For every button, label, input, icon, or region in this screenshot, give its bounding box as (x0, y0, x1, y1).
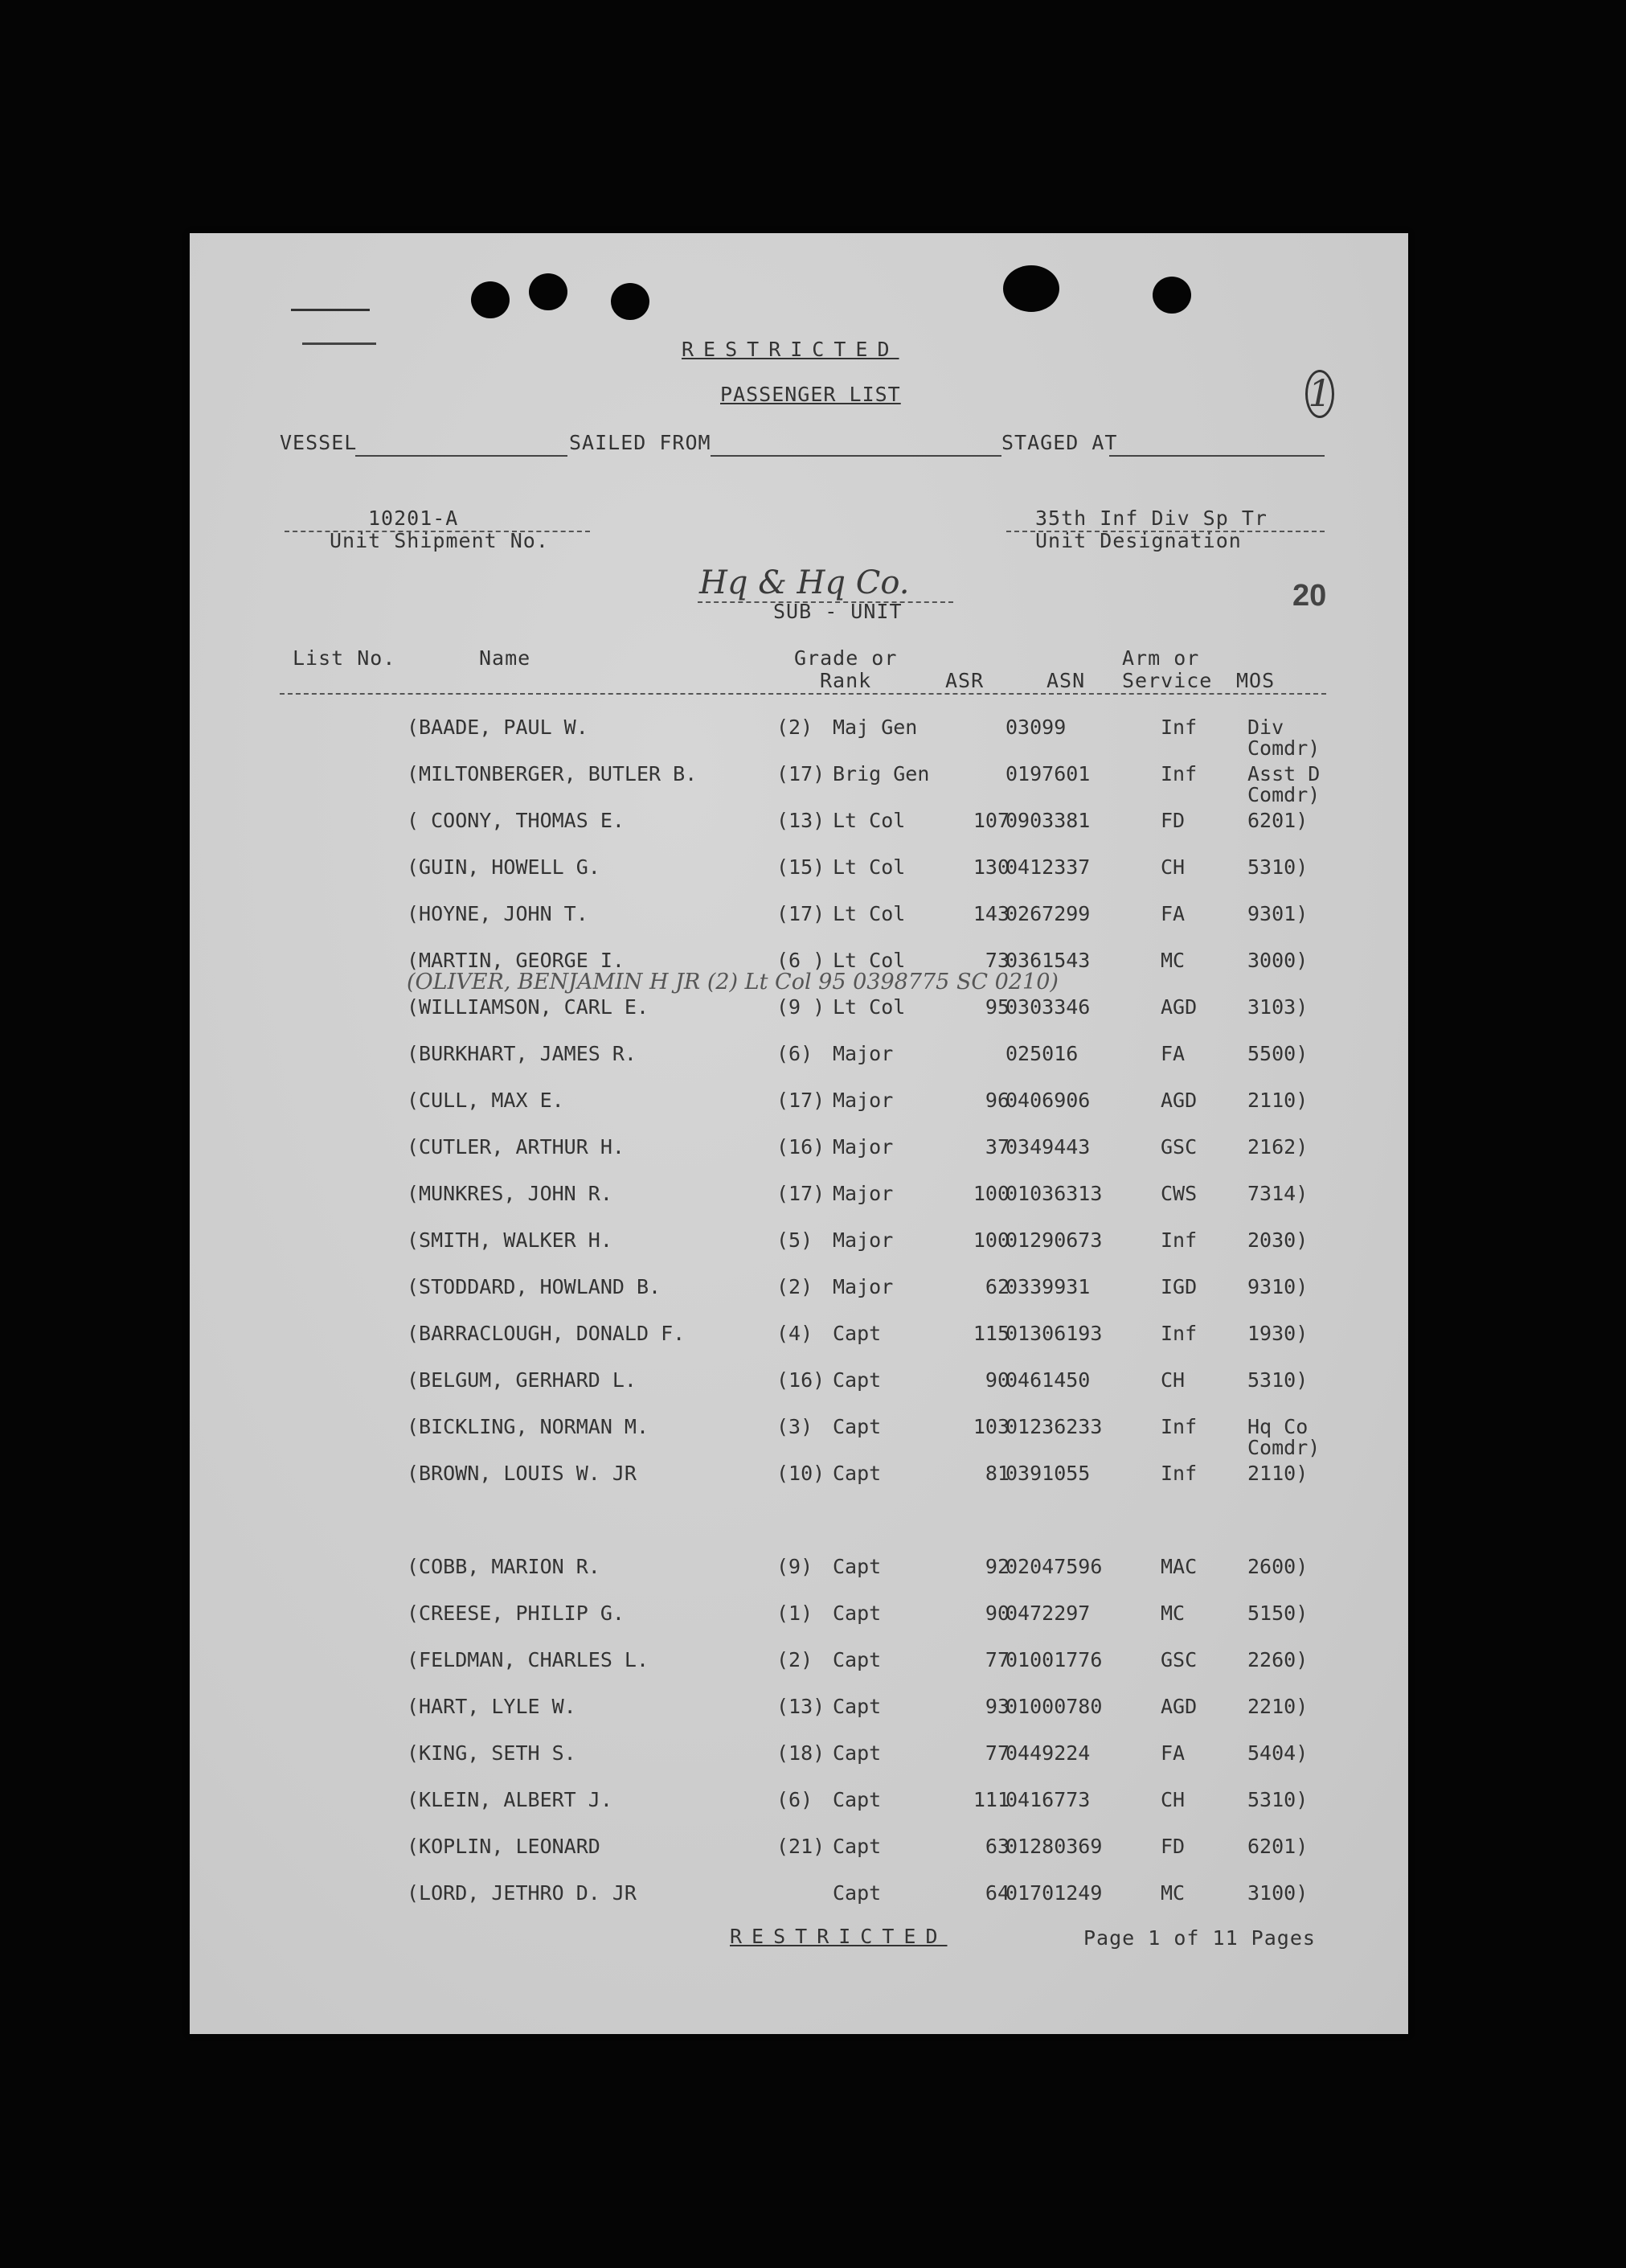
col-grade: Grade or (794, 646, 898, 670)
passenger-rank: Capt (833, 1462, 882, 1485)
passenger-asr: 103 (973, 1415, 1010, 1438)
passenger-asn: 0412337 (1005, 855, 1091, 879)
sailed-from-label: SAILED FROM (569, 431, 711, 454)
passenger-arm: Inf (1161, 1322, 1198, 1345)
passenger-asr: 73 (985, 949, 1010, 972)
passenger-mos: Asst D (1247, 762, 1321, 785)
passenger-name: (BAADE, PAUL W. (407, 716, 588, 739)
passenger-asr: 107 (973, 809, 1010, 832)
table-row (190, 1881, 1408, 1913)
restricted-footer: RESTRICTED (730, 1925, 948, 1948)
table-row (190, 1788, 1408, 1820)
passenger-mos: 2260) (1247, 1648, 1309, 1671)
passenger-mos: 3103) (1247, 995, 1309, 1019)
passenger-name: (GUIN, HOWELL G. (407, 855, 600, 879)
passenger-asn: 0449224 (1005, 1741, 1091, 1765)
passenger-mos: 5404) (1247, 1741, 1309, 1765)
passenger-mos-line2: Comdr) (1247, 783, 1321, 806)
passenger-mos: 9301) (1247, 902, 1309, 925)
passenger-name: (WILLIAMSON, CARL E. (407, 995, 649, 1019)
col-name: Name (479, 646, 531, 670)
passenger-rank: Lt Col (833, 995, 906, 1019)
table-row (190, 1602, 1408, 1634)
passenger-mos: 2110) (1247, 1089, 1309, 1112)
passenger-mos: 2210) (1247, 1695, 1309, 1718)
passenger-asr: 96 (985, 1089, 1010, 1112)
passenger-arm: CH (1161, 1788, 1186, 1811)
col-asn: ASN (1046, 669, 1086, 692)
passenger-name: (STODDARD, HOWLAND B. (407, 1275, 661, 1298)
passenger-mos: Hq Co (1247, 1415, 1309, 1438)
passenger-name: (BELGUM, GERHARD L. (407, 1368, 637, 1392)
passenger-arm: GSC (1161, 1648, 1198, 1671)
passenger-arm: Inf (1161, 1228, 1198, 1252)
passenger-asn: 01701249 (1005, 1881, 1103, 1905)
passenger-asn: 0339931 (1005, 1275, 1091, 1298)
page-number-mark: 1 (1305, 370, 1334, 418)
passenger-rank: Capt (833, 1835, 882, 1858)
table-row (190, 855, 1408, 888)
table-row (190, 1415, 1408, 1459)
passenger-arm: FA (1161, 1042, 1186, 1065)
table-row (190, 1275, 1408, 1307)
passenger-rank: Capt (833, 1415, 882, 1438)
passenger-mos: 5310) (1247, 1368, 1309, 1392)
passenger-asn: 0903381 (1005, 809, 1091, 832)
table-row (190, 1089, 1408, 1121)
passenger-asr: 95 (985, 995, 1010, 1019)
table-row (190, 1042, 1408, 1074)
passenger-arm: CWS (1161, 1182, 1198, 1205)
table-row (190, 1835, 1408, 1867)
passenger-asr: 81 (985, 1462, 1010, 1485)
passenger-name: (MARTIN, GEORGE I. (407, 949, 625, 972)
passenger-arm: CH (1161, 1368, 1186, 1392)
passenger-mos: 3100) (1247, 1881, 1309, 1905)
passenger-mos-line2: Comdr) (1247, 736, 1321, 760)
passenger-asr: 100 (973, 1228, 1010, 1252)
passenger-rank: Lt Col (833, 902, 906, 925)
passenger-rank: Maj Gen (833, 716, 918, 739)
passenger-asr: 111 (973, 1788, 1010, 1811)
passenger-sr: (17) (776, 902, 825, 925)
passenger-arm: MAC (1161, 1555, 1198, 1578)
passenger-name: (CUTLER, ARTHUR H. (407, 1135, 625, 1159)
passenger-asn: 01280369 (1005, 1835, 1103, 1858)
passenger-sr: (9 ) (776, 995, 825, 1019)
sub-unit-handwritten: Hq & Hq Co. (699, 564, 910, 601)
passenger-rank: Major (833, 1135, 894, 1159)
passenger-sr: (4) (776, 1322, 813, 1345)
passenger-asr: 62 (985, 1275, 1010, 1298)
passenger-asn: 0406906 (1005, 1089, 1091, 1112)
table-row (190, 1555, 1408, 1587)
staged-at-field (1109, 455, 1325, 457)
passenger-rank: Capt (833, 1695, 882, 1718)
table-row (190, 1182, 1408, 1214)
passenger-rank: Capt (833, 1555, 882, 1578)
passenger-name: ( COONY, THOMAS E. (407, 809, 625, 832)
unit-designation-label: Unit Designation (1035, 529, 1242, 552)
passenger-arm: MC (1161, 1881, 1186, 1905)
passenger-rank: Lt Col (833, 809, 906, 832)
passenger-mos: 5150) (1247, 1602, 1309, 1625)
passenger-sr: (17) (776, 1089, 825, 1112)
passenger-name: (BURKHART, JAMES R. (407, 1042, 637, 1065)
passenger-name: (MILTONBERGER, BUTLER B. (407, 762, 698, 785)
passenger-asn: 0361543 (1005, 949, 1091, 972)
punch-hole (1153, 277, 1191, 314)
passenger-sr: (10) (776, 1462, 825, 1485)
passenger-sr: (17) (776, 1182, 825, 1205)
passenger-rank: Major (833, 1275, 894, 1298)
passenger-name: (HART, LYLE W. (407, 1695, 576, 1718)
header-rule (280, 693, 1326, 695)
table-row (190, 995, 1408, 1027)
passenger-sr: (9) (776, 1555, 813, 1578)
passenger-mos: 2162) (1247, 1135, 1309, 1159)
passenger-name: (LORD, JETHRO D. JR (407, 1881, 637, 1905)
document-title: PASSENGER LIST (720, 383, 901, 406)
passenger-asn: 01036313 (1005, 1182, 1103, 1205)
passenger-rank: Brig Gen (833, 762, 930, 785)
restricted-heading: RESTRICTED (682, 338, 899, 361)
col-list-no: List No. (293, 646, 396, 670)
table-row (190, 1462, 1408, 1494)
passenger-sr: (6 ) (776, 949, 825, 972)
passenger-mos: 2600) (1247, 1555, 1309, 1578)
passenger-mos: 6201) (1247, 1835, 1309, 1858)
document-sheet (190, 233, 1408, 2034)
punch-hole (471, 281, 510, 318)
passenger-name: (KING, SETH S. (407, 1741, 576, 1765)
table-row (190, 1695, 1408, 1727)
staged-at-label: STAGED AT (1001, 431, 1118, 454)
punch-hole (1003, 265, 1059, 312)
table-row (190, 1368, 1408, 1401)
passenger-mos: 2110) (1247, 1462, 1309, 1485)
passenger-sr: (2) (776, 716, 813, 739)
passenger-asn: 03099 (1005, 716, 1067, 739)
passenger-asr: 77 (985, 1648, 1010, 1671)
passenger-asr: 93 (985, 1695, 1010, 1718)
passenger-sr: (13) (776, 809, 825, 832)
passenger-arm: Inf (1161, 762, 1198, 785)
passenger-rank: Capt (833, 1602, 882, 1625)
passenger-name: (KOPLIN, LEONARD (407, 1835, 600, 1858)
page-info: Page 1 of 11 Pages (1083, 1926, 1316, 1950)
passenger-rank: Lt Col (833, 855, 906, 879)
passenger-arm: AGD (1161, 1089, 1198, 1112)
passenger-arm: FA (1161, 902, 1186, 925)
passenger-arm: Inf (1161, 716, 1198, 739)
passenger-name: (FELDMAN, CHARLES L. (407, 1648, 649, 1671)
passenger-asr: 143 (973, 902, 1010, 925)
passenger-rank: Major (833, 1228, 894, 1252)
passenger-asr: 37 (985, 1135, 1010, 1159)
handwritten-entry: (OLIVER, BENJAMIN H JR (2) Lt Col 95 0398775 SC 0210) (407, 970, 1059, 995)
col-rank: Rank (820, 669, 872, 692)
passenger-asn: 0391055 (1005, 1462, 1091, 1485)
passenger-rank: Capt (833, 1741, 882, 1765)
passenger-mos: 9310) (1247, 1275, 1309, 1298)
passenger-asn: 01306193 (1005, 1322, 1103, 1345)
passenger-rank: Major (833, 1042, 894, 1065)
passenger-asn: 0197601 (1005, 762, 1091, 785)
unit-shipment-no: 10201-A (368, 507, 459, 530)
passenger-mos: 5310) (1247, 1788, 1309, 1811)
passenger-rank: Major (833, 1089, 894, 1112)
passenger-mos: 3000) (1247, 949, 1309, 972)
passenger-arm: AGD (1161, 995, 1198, 1019)
sub-unit-label: SUB - UNIT (773, 600, 903, 623)
passenger-sr: (6) (776, 1042, 813, 1065)
passenger-asr: 130 (973, 855, 1010, 879)
passenger-rank: Capt (833, 1322, 882, 1345)
passenger-rank: Capt (833, 1881, 882, 1905)
passenger-mos: 5310) (1247, 855, 1309, 879)
passenger-mos-line2: Comdr) (1247, 1436, 1321, 1459)
vessel-field (355, 455, 567, 457)
passenger-arm: FD (1161, 1835, 1186, 1858)
passenger-asn: 01236233 (1005, 1415, 1103, 1438)
table-row (190, 809, 1408, 841)
table-row (190, 762, 1408, 806)
passenger-mos: 6201) (1247, 809, 1309, 832)
punch-hole (611, 283, 649, 320)
passenger-name: (BROWN, LOUIS W. JR (407, 1462, 637, 1485)
passenger-asr: 92 (985, 1555, 1010, 1578)
passenger-arm: FA (1161, 1741, 1186, 1765)
col-service: Service (1122, 669, 1213, 692)
passenger-sr: (1) (776, 1602, 813, 1625)
passenger-asr: 90 (985, 1368, 1010, 1392)
passenger-arm: MC (1161, 949, 1186, 972)
passenger-sr: (2) (776, 1648, 813, 1671)
passenger-asr: 90 (985, 1602, 1010, 1625)
passenger-asn: 025016 (1005, 1042, 1079, 1065)
passenger-mos: 2030) (1247, 1228, 1309, 1252)
table-row (190, 1322, 1408, 1354)
passenger-arm: IGD (1161, 1275, 1198, 1298)
passenger-rank: Major (833, 1182, 894, 1205)
passenger-rank: Capt (833, 1788, 882, 1811)
passenger-sr: (2) (776, 1275, 813, 1298)
passenger-rank: Capt (833, 1648, 882, 1671)
table-row (190, 716, 1408, 760)
passenger-name: (CREESE, PHILIP G. (407, 1602, 625, 1625)
col-arm: Arm or (1122, 646, 1200, 670)
unit-designation: 35th Inf Div Sp Tr (1035, 507, 1268, 530)
passenger-arm: AGD (1161, 1695, 1198, 1718)
passenger-name: (BARRACLOUGH, DONALD F. (407, 1322, 686, 1345)
passenger-name: (CULL, MAX E. (407, 1089, 564, 1112)
unit-shipment-label: Unit Shipment No. (330, 529, 549, 552)
table-row (190, 1135, 1408, 1167)
passenger-asn: 01001776 (1005, 1648, 1103, 1671)
passenger-mos: 7314) (1247, 1182, 1309, 1205)
table-row (190, 1228, 1408, 1261)
passenger-arm: Inf (1161, 1462, 1198, 1485)
passenger-asn: 0349443 (1005, 1135, 1091, 1159)
passenger-mos: Div (1247, 716, 1284, 739)
passenger-sr: (15) (776, 855, 825, 879)
table-row (190, 1648, 1408, 1680)
passenger-asr: 64 (985, 1881, 1010, 1905)
passenger-name: (COBB, MARION R. (407, 1555, 600, 1578)
passenger-name: (MUNKRES, JOHN R. (407, 1182, 612, 1205)
passenger-asr: 77 (985, 1741, 1010, 1765)
vessel-label: VESSEL (280, 431, 358, 454)
passenger-asr: 63 (985, 1835, 1010, 1858)
passenger-mos: 1930) (1247, 1322, 1309, 1345)
passenger-asn: 02047596 (1005, 1555, 1103, 1578)
passenger-arm: FD (1161, 809, 1186, 832)
table-row (190, 902, 1408, 934)
passenger-asn: 0416773 (1005, 1788, 1091, 1811)
passenger-asn: 01000780 (1005, 1695, 1103, 1718)
personnel-count: 20 (1292, 579, 1327, 613)
passenger-rank: Capt (833, 1368, 882, 1392)
passenger-arm: GSC (1161, 1135, 1198, 1159)
passenger-arm: Inf (1161, 1415, 1198, 1438)
punch-hole (529, 273, 567, 310)
passenger-sr: (6) (776, 1788, 813, 1811)
passenger-rank: Lt Col (833, 949, 906, 972)
stray-mark (291, 309, 370, 311)
passenger-asr: 100 (973, 1182, 1010, 1205)
passenger-sr: (17) (776, 762, 825, 785)
col-mos: MOS (1236, 669, 1276, 692)
passenger-sr: (3) (776, 1415, 813, 1438)
passenger-asn: 0461450 (1005, 1368, 1091, 1392)
passenger-arm: CH (1161, 855, 1186, 879)
passenger-sr: (18) (776, 1741, 825, 1765)
passenger-sr: (21) (776, 1835, 825, 1858)
passenger-asn: 0472297 (1005, 1602, 1091, 1625)
passenger-mos: 5500) (1247, 1042, 1309, 1065)
col-asr: ASR (945, 669, 985, 692)
passenger-asr: 115 (973, 1322, 1010, 1345)
passenger-asn: 0267299 (1005, 902, 1091, 925)
stray-mark (302, 342, 376, 345)
passenger-sr: (13) (776, 1695, 825, 1718)
passenger-sr: (5) (776, 1228, 813, 1252)
passenger-name: (SMITH, WALKER H. (407, 1228, 612, 1252)
passenger-sr: (16) (776, 1368, 825, 1392)
table-row (190, 1741, 1408, 1774)
passenger-sr: (16) (776, 1135, 825, 1159)
passenger-name: (HOYNE, JOHN T. (407, 902, 588, 925)
passenger-asn: 01290673 (1005, 1228, 1103, 1252)
passenger-name: (KLEIN, ALBERT J. (407, 1788, 612, 1811)
passenger-name: (BICKLING, NORMAN M. (407, 1415, 649, 1438)
sailed-from-field (711, 455, 1001, 457)
passenger-arm: MC (1161, 1602, 1186, 1625)
passenger-asn: 0303346 (1005, 995, 1091, 1019)
